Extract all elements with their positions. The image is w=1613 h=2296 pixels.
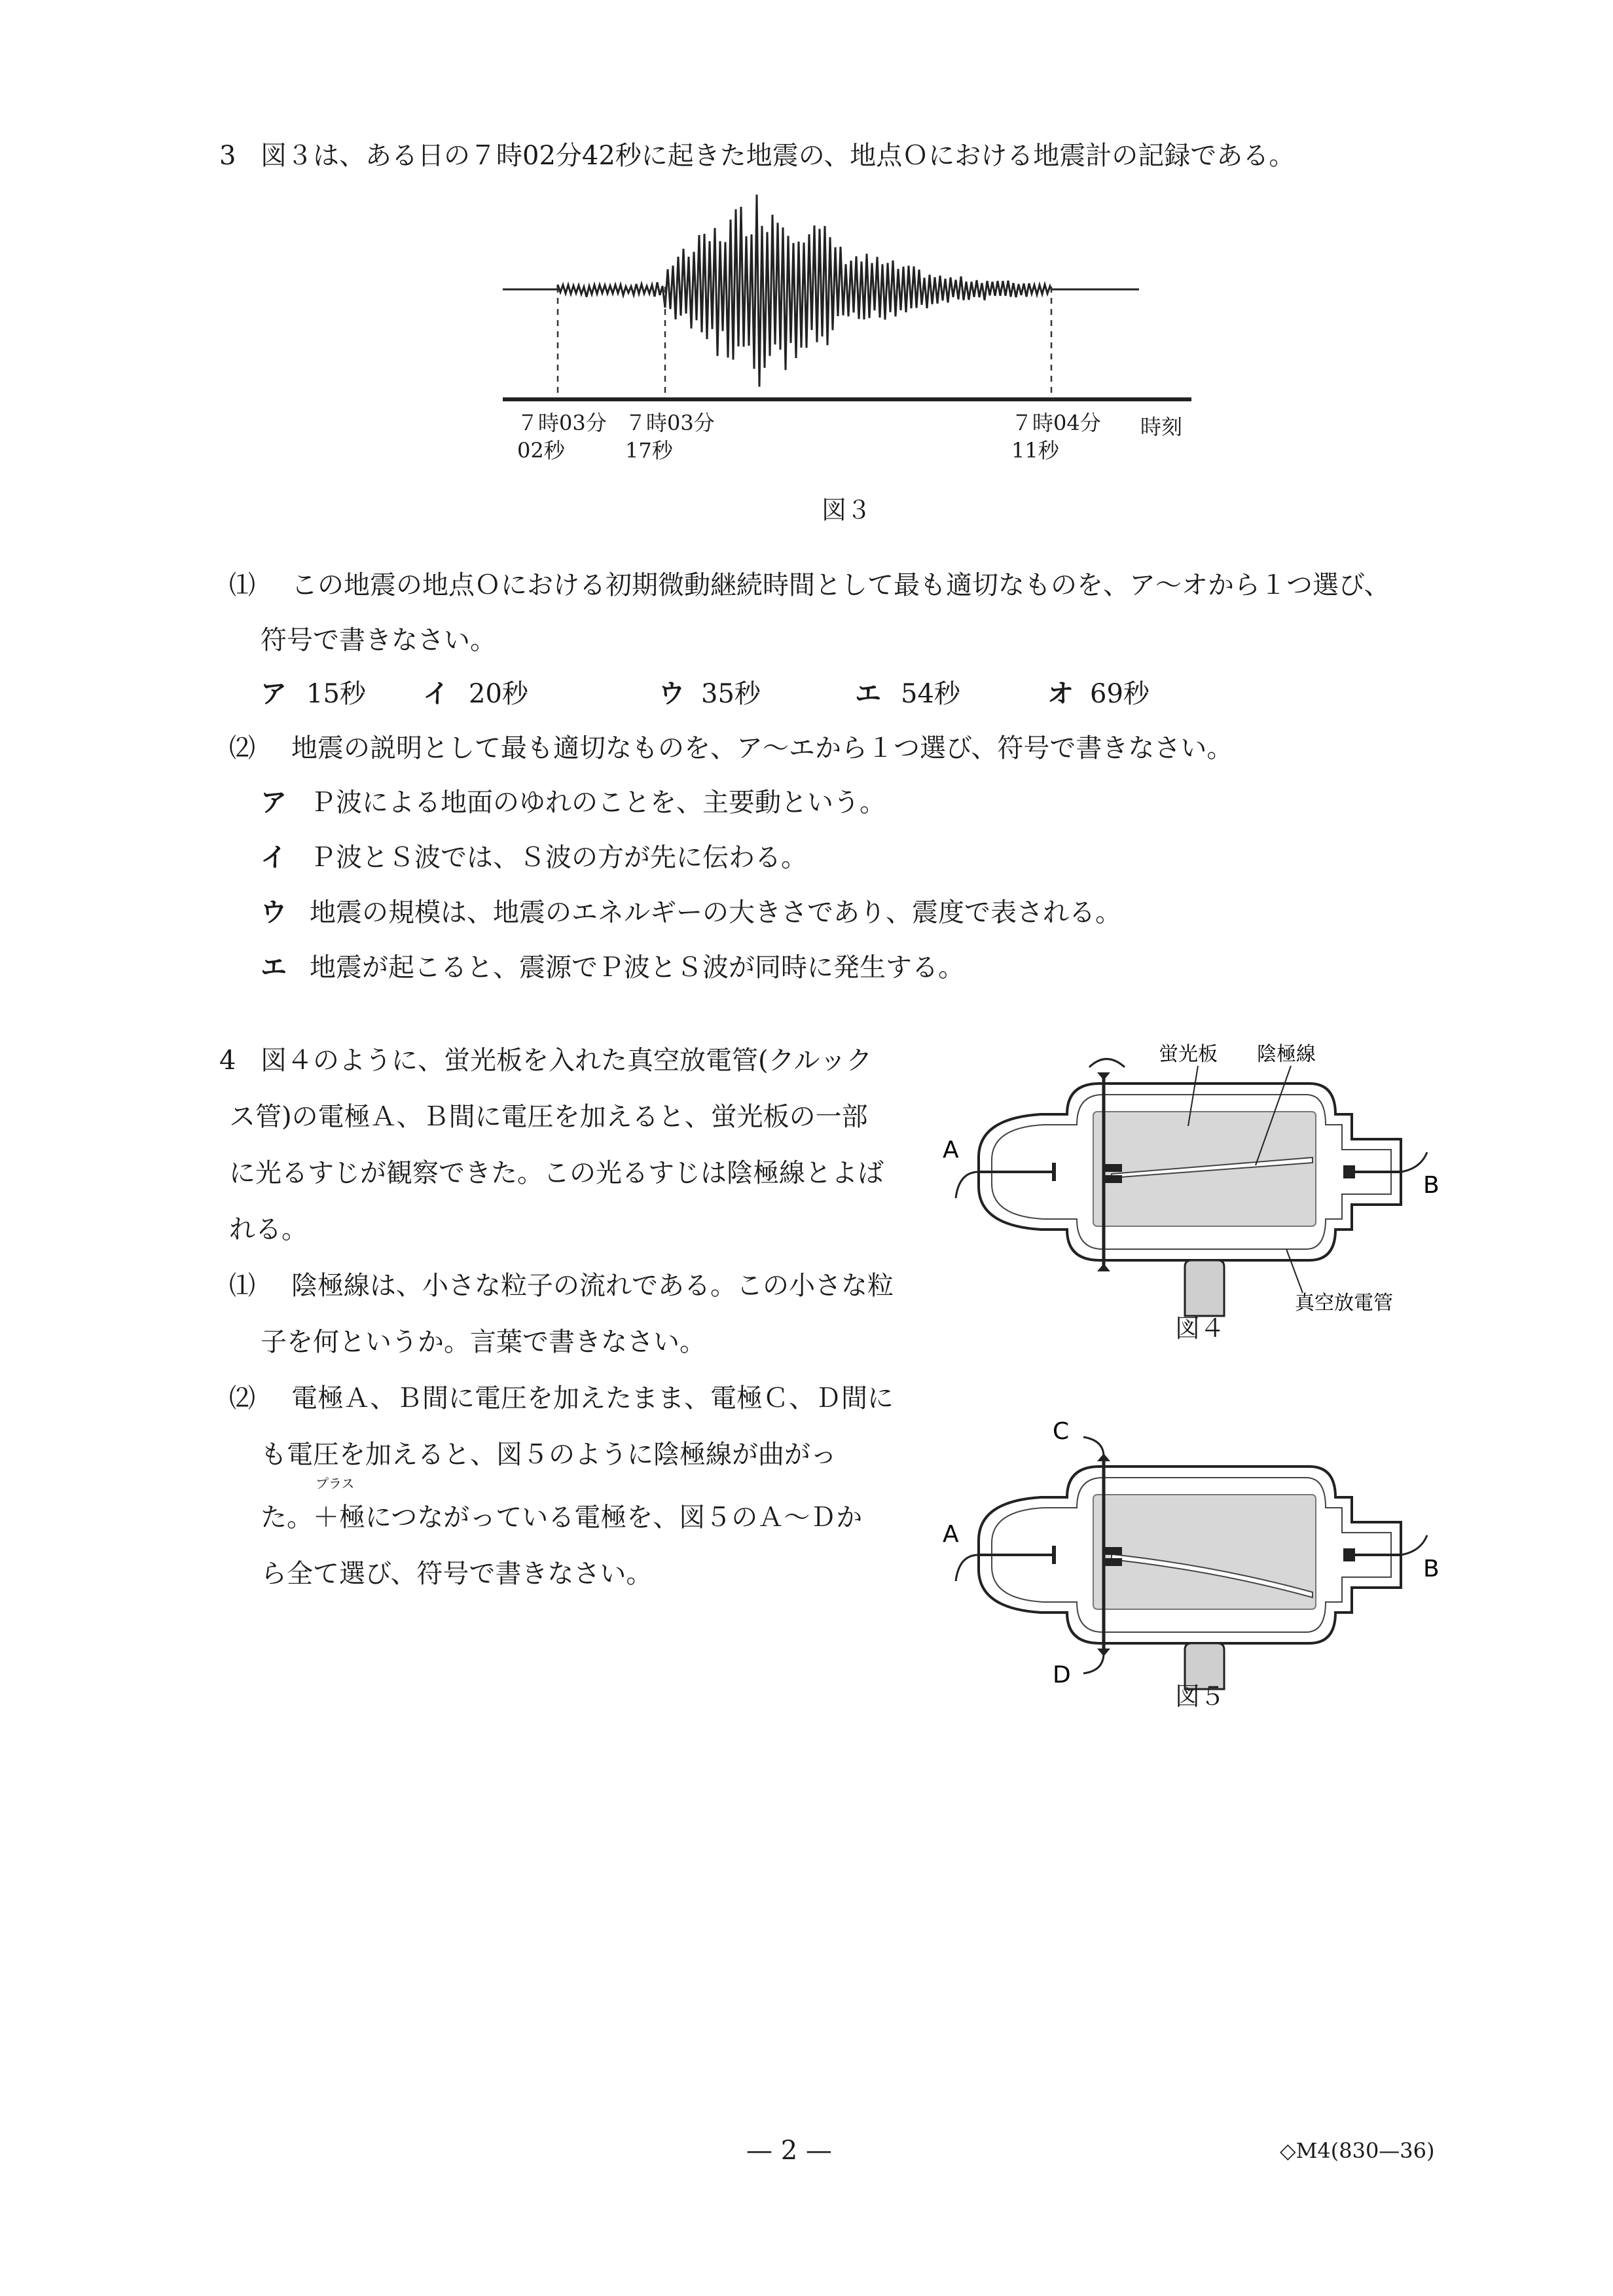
q3-sub2-text: 地震の説明として最も適切なものを、ア～エから１つ選び、符号で書きなさい。 <box>291 733 1233 763</box>
label-electrode-b: B <box>1423 1556 1440 1582</box>
q3-intro: 図３は、ある日の７時02分42秒に起きた地震の、地点Ｏにおける地震計の記録である。 <box>261 141 1296 171</box>
option-text: 35秒 <box>701 679 761 709</box>
plus-ruby: プラス <box>316 1476 355 1491</box>
option-text: Ｐ波とＳ波では、Ｓ波の方が先に伝わる。 <box>310 843 807 873</box>
seismogram-waveform <box>503 194 1139 386</box>
option-text: 地震が起こると、震源でＰ波とＳ波が同時に発生する。 <box>310 953 964 983</box>
crookes-tube-figure4 <box>943 1041 1466 1315</box>
option-mark: ウ <box>261 898 287 928</box>
option-mark: ア <box>261 679 287 709</box>
figure4-caption: 図４ <box>1175 1314 1225 1343</box>
q3-sub1-text-line1: この地震の地点Ｏにおける初期微動継続時間として最も適切なものを、ア～オから１つ選び、 <box>291 570 1390 600</box>
tick-label-3: ７時04分 11秒 <box>1011 410 1101 463</box>
option-text: 69秒 <box>1090 679 1150 709</box>
q4-sub1-number: ⑴ <box>229 1271 255 1301</box>
option-mark: ウ <box>659 679 685 709</box>
option-text: 54秒 <box>901 679 960 709</box>
label-screen: 蛍光板 <box>1159 1043 1218 1066</box>
time-axis-label: 時刻 <box>1140 414 1183 439</box>
page-number: — 2 — <box>746 2136 832 2166</box>
q3-sub1-number: ⑴ <box>229 570 255 600</box>
seismogram-trace <box>503 194 1139 386</box>
option-mark: オ <box>1047 679 1074 709</box>
tick-label-1: ７時03分 02秒 <box>517 410 607 463</box>
q4-number: 4 <box>219 1046 236 1076</box>
option-text: 15秒 <box>306 679 366 709</box>
fluorescent-screen <box>1093 1495 1316 1609</box>
figure3-caption: 図３ <box>822 496 872 524</box>
q3-sub1-text-line2: 符号で書きなさい。 <box>261 625 496 655</box>
label-electrode-a: A <box>943 1521 959 1548</box>
figure5-caption: 図５ <box>1175 1682 1225 1711</box>
crookes-tube-figure5 <box>943 1414 1466 1689</box>
tick-label-2: ７時03分 17秒 <box>625 410 715 463</box>
label-electrode-d: D <box>1053 1662 1071 1688</box>
q3-number: 3 <box>219 141 236 171</box>
option-mark: イ <box>423 679 449 709</box>
exam-code: ◇M4(830—36) <box>1280 2138 1435 2163</box>
option-mark: イ <box>261 843 287 873</box>
option-mark: エ <box>855 679 881 709</box>
label-electrode-c: C <box>1053 1418 1070 1445</box>
label-cathode-ray: 陰極線 <box>1257 1043 1316 1066</box>
q3-sub2-number: ⑵ <box>229 733 255 763</box>
option-text: Ｐ波による地面のゆれのことを、主要動という。 <box>310 788 886 818</box>
label-tube: 真空放電管 <box>1295 1292 1393 1315</box>
option-mark: ア <box>261 788 287 818</box>
option-mark: エ <box>261 953 287 983</box>
option-text: 地震の規模は、地震のエネルギーの大きさであり、震度で表される。 <box>310 898 1121 928</box>
q4-sub2-number: ⑵ <box>229 1383 255 1413</box>
label-electrode-a: A <box>943 1137 959 1163</box>
option-text: 20秒 <box>469 679 528 709</box>
label-electrode-b: B <box>1423 1172 1440 1199</box>
